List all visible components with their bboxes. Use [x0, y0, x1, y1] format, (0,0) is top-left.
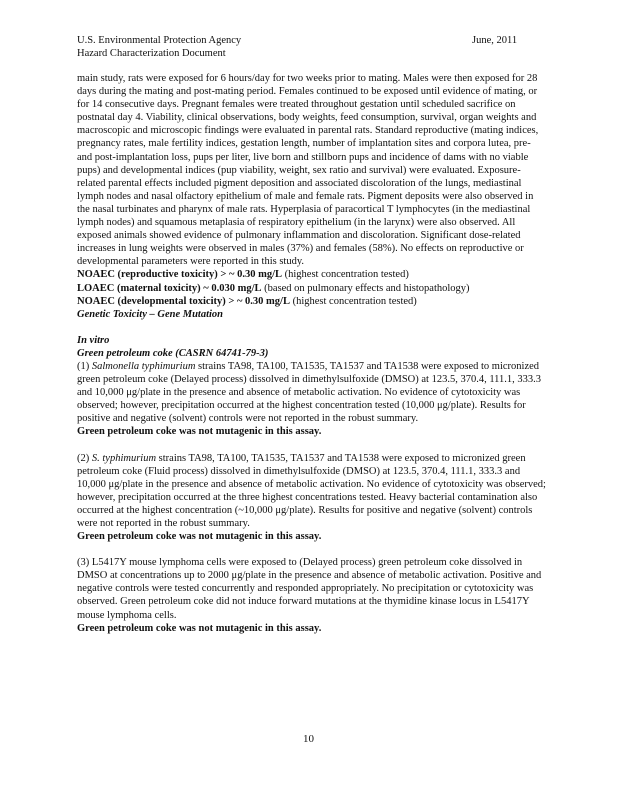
- study-1-text: strains TA98, TA100, TA1535, TA1537 and TA1538 were exposed to micronized green petroleum coke (Delayed process) dissolved in dimethylsulfoxide (DMSO) at 123.5, 370.4, 111.1, 333.3 and 10,000 μg/plate in the presence and absence of metabolic activation. No evidence of cytotoxicity was observed; however, precipitation occurred at the highest concentration tested (10,000 μg/plate). Results for positive and negative (solvent) controls were not reported in the robust summary.: [77, 360, 542, 425]
- study-2-conclusion: Green petroleum coke was not mutagenic in this assay.: [77, 531, 322, 543]
- noaec-developmental-note: (highest concentration tested): [289, 295, 417, 307]
- loaec-maternal: [77, 282, 547, 295]
- noaec-developmental: [77, 295, 547, 308]
- loaec-maternal-note: (based on pulmonary effects and histopathology): [261, 282, 470, 294]
- substance-heading: Green petroleum coke (CASRN 64741-79-3): [77, 347, 269, 359]
- section-heading: Genetic Toxicity – Gene Mutation: [77, 308, 224, 320]
- study-2-text: strains TA98, TA100, TA1535, TA1537 and TA1538 were exposed to micronized green petroleum coke (Fluid process) dissolved in dimethylsulfoxide (DMSO) at 123.5, 370.4, 111.1, 333.3 and 10,000 μg/plate in the presence and absence of metabolic activation. No evidence of cytotoxicity was observed; however, precipitation occurred at the three highest concentrations tested. Heavy bacterial contamination also occurred at the highest concentration (~10,000 μg/plate). Results for positive and negative (solvent) controls were not reported in the robust summary.: [77, 452, 546, 529]
- study-2-species: S. typhimurium: [91, 452, 157, 464]
- noaec-reproductive-label: NOAEC (reproductive toxicity) > ~ 0.30 mg/L: [77, 269, 282, 281]
- header-agency: U.S. Environmental Protection Agency: [77, 35, 242, 46]
- study-3-conclusion: Green petroleum coke was not mutagenic in this assay.: [77, 622, 322, 634]
- in-vitro-heading: In vitro: [77, 334, 110, 346]
- study-3: (3) L5417Y mouse lymphoma cells were exposed to (Delayed process) green petroleum coke dissolved in DMSO at concentrations up to 2000 μg/plate in the presence and absence of metabolic activation. Positive and negative controls were tested concurrently and responded appropriately. No precipitation or cytotoxicity was observed. Green petroleum coke did not induce forward mutations at the thymidine kinase locus in L5417Y mouse lymphoma cells.: [77, 557, 542, 621]
- study-1-number: (1): [77, 360, 92, 372]
- header-doc-type: Hazard Characterization Document: [77, 48, 226, 59]
- running-header: [77, 34, 241, 60]
- study-2-number: (2): [77, 452, 92, 464]
- study-1-species: Salmonella typhimurium: [91, 360, 196, 372]
- page-body: [77, 72, 547, 635]
- study-paragraph: main study, rats were exposed for 6 hours/day for two weeks prior to mating. Males were then exposed for 28 days during the mating and post-mating period. Females continued to be exposed until evidence of mating, or for 14 consecutive days. Pregnant females were treated throughout gestation until scheduled sacrifice on postnatal day 4. Viability, clinical observations, body weights, feed consumption, survival, organ weights and macroscopic and microscopic findings were evaluated in parental rats. Standard reproductive (mating indices, pregnancy rates, male fertility indices, gestation length, number of implantation sites and corpora lutea, pre- and post-implantation loss, pups per liter, live born and stillborn pups and incidence of dams with no viable pups) and developmental indices (pup viability, weight, sex ratio and survival) were evaluated. Exposure-related parental effects included pigment deposition and associated discoloration of the lungs, mediastinal lymph nodes and nasal olfactory epithelium of male and female rats. Pigment deposits were also observed in the nasal turbinates and pharynx of male rats. Hyperplasia of paracortical T lymphocytes (in the mediastinal lymph nodes) and squamous metaplasia of respiratory epithelium (in the larynx) were also observed. All exposed animals showed evidence of pulmonary inflammation and discoloration. Significant dose-related increases in lung weights were observed in males (37%) and females (58%). No effects on reproductive or developmental parameters were reported in this study.: [77, 73, 539, 268]
- loaec-maternal-label: LOAEC (maternal toxicity) ~ 0.030 mg/L: [77, 282, 262, 294]
- study-1-conclusion: Green petroleum coke was not mutagenic in this assay.: [77, 426, 322, 438]
- study-2: [77, 452, 547, 531]
- noaec-reproductive-note: (highest concentration tested): [282, 269, 409, 281]
- noaec-reproductive: [77, 268, 547, 281]
- header-date: June, 2011: [472, 35, 518, 46]
- page-number: 10: [303, 733, 314, 745]
- noaec-developmental-label: NOAEC (developmental toxicity) > ~ 0.30 mg/L: [77, 295, 290, 307]
- study-1: [77, 360, 547, 425]
